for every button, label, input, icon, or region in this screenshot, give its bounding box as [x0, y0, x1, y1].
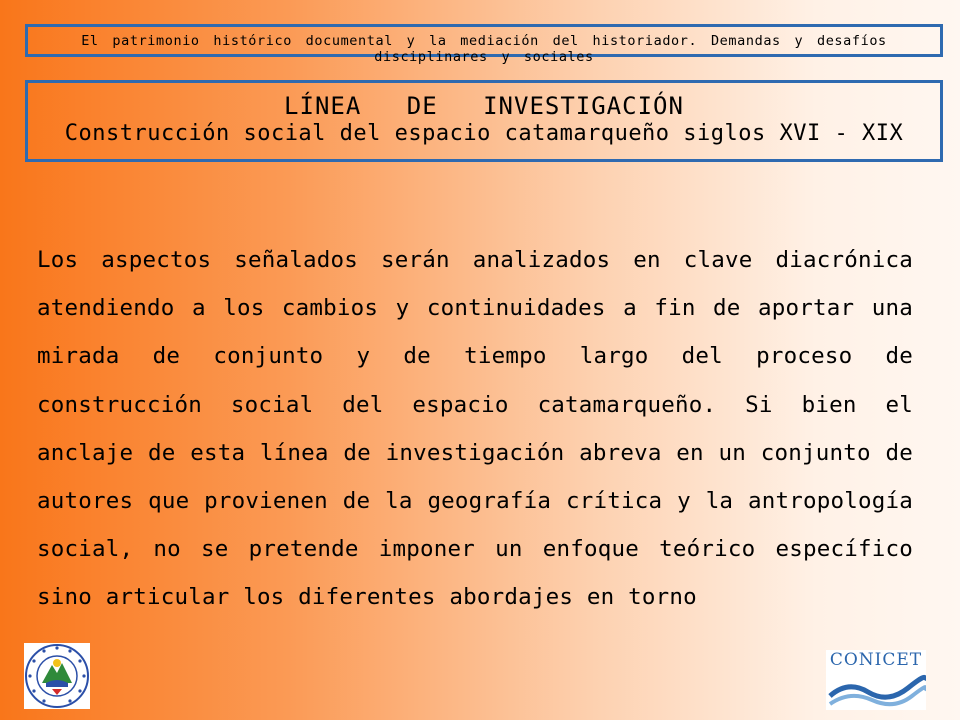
research-line-subtitle: Construcción social del espacio catamarqueño siglos XVI - XIX	[64, 120, 904, 146]
presentation-title: El patrimonio histórico documental y la mediación del historiador. Demandas y desafíos disciplinares y sociales	[81, 33, 887, 66]
university-seal-logo	[24, 643, 90, 709]
research-line-box	[25, 80, 943, 162]
conicet-logo	[826, 650, 926, 710]
conicet-wave-icon	[826, 650, 926, 710]
body-paragraph: Los aspectos señalados serán analizados en clave diacrónica atendiendo a los cambios y continuidades a fin de aportar una mirada de conjunto y de tiempo largo del proceso de construcción social del espacio catamarqueño. Si bien el anclaje de esta línea de investigación abreva en un conjunto de autores que provienen de la geografía crítica y la antropología social, no se pretende imponer un enfoque teórico específico sino articular los diferentes abordajes en torno	[37, 247, 913, 611]
research-line-title: LÍNEA DE INVESTIGACIÓN	[284, 92, 684, 120]
presentation-title-box	[25, 24, 943, 66]
conicet-logo-text: CONICET	[829, 650, 923, 670]
